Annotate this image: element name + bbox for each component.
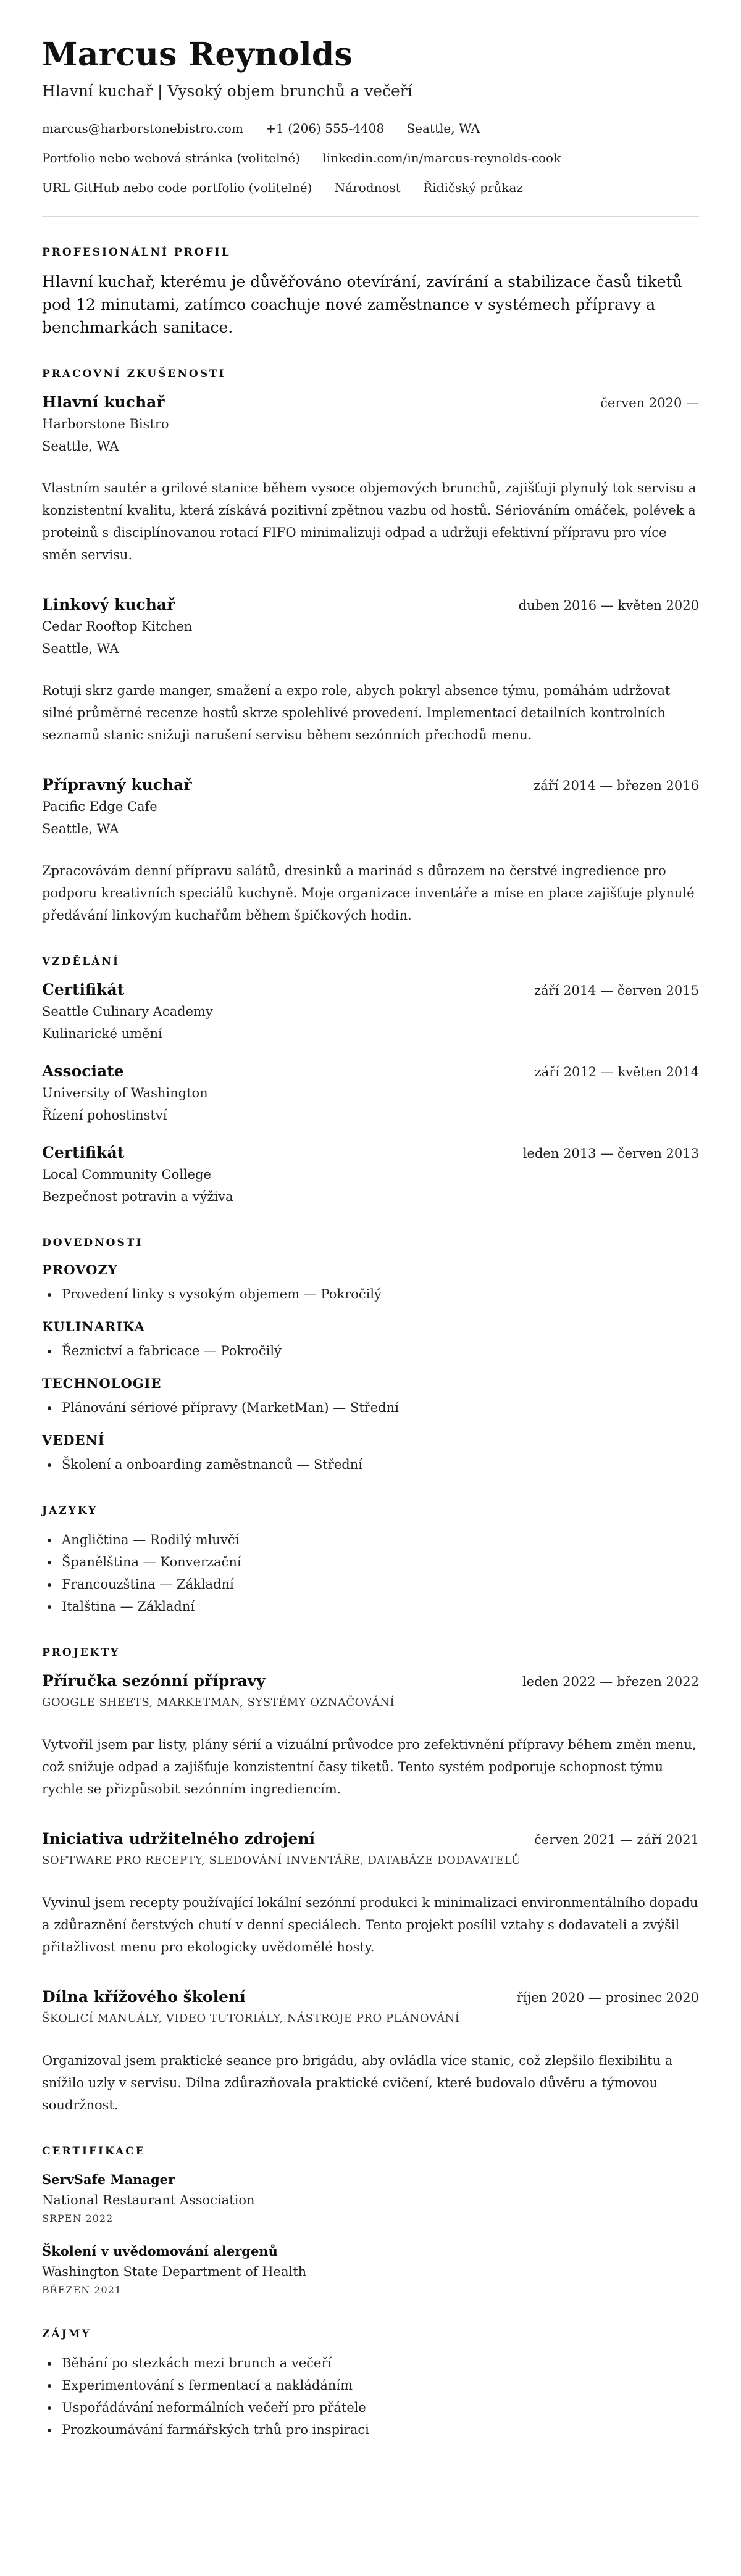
certification-title: Školení v uvědomování alergenů xyxy=(42,2243,278,2259)
education-date: září 2012 — květen 2014 xyxy=(534,1065,699,1079)
job-description: Rotuji skrz garde manger, smažení a expo role, abych pokryl absence týmu, pomáhám udržovat silné průměrné recenze hostů skrze spolehlivé provedení. Implementací detailních kontrolních seznamů stanic snižuji narušení servisu během sezónních přechodů menu. xyxy=(42,683,671,742)
certification-entry xyxy=(42,2241,699,2299)
education-entry xyxy=(42,1142,699,1208)
skill-item: • Plánování sériové přípravy (MarketMan) — Střední xyxy=(59,1397,699,1419)
education-date: září 2014 — červen 2015 xyxy=(534,983,699,998)
job-location: Seattle, WA xyxy=(42,439,119,454)
skills-heading: DOVEDNOSTI xyxy=(42,1237,143,1249)
resume-header xyxy=(42,36,699,196)
skills-section xyxy=(42,1236,699,1476)
job-date: duben 2016 — květen 2020 xyxy=(518,598,699,613)
project-title: Dílna křížového školení xyxy=(42,1988,246,2006)
projects-heading: PROJEKTY xyxy=(42,1647,120,1659)
school: Local Community College xyxy=(42,1167,211,1182)
skill-category: VEDENÍ xyxy=(42,1432,105,1448)
job-date: září 2014 — březen 2016 xyxy=(534,778,699,793)
job-location: Seattle, WA xyxy=(42,821,119,836)
project-entry xyxy=(42,1829,699,1958)
degree: Associate xyxy=(42,1062,124,1080)
language-item: • Italština — Základní xyxy=(59,1595,699,1618)
interest-item: • Běhání po stezkách mezi brunch a večeří xyxy=(59,2352,699,2374)
skill-category: TECHNOLOGIE xyxy=(42,1376,162,1391)
links-row xyxy=(42,149,699,167)
nationality-label: Národnost xyxy=(334,180,401,195)
school: University of Washington xyxy=(42,1086,208,1100)
project-description: Organizoval jsem praktické seance pro brigádu, aby ovládla více stanic, což zlepšilo flexibilitu a snížilo uzly v servisu. Dílna zdůrazňovala praktické cvičení, které budovalo důvěru a týmovou soudržnost. xyxy=(42,2053,673,2113)
education-heading: VZDĚLÁNÍ xyxy=(42,955,120,968)
job-company: Pacific Edge Cafe xyxy=(42,799,157,814)
certification-title: ServSafe Manager xyxy=(42,2172,175,2187)
language-list xyxy=(42,1529,699,1618)
interest-list xyxy=(42,2352,699,2441)
candidate-name: Marcus Reynolds xyxy=(42,36,353,73)
certification-issuer: National Restaurant Association xyxy=(42,2193,255,2208)
field-of-study: Řízení pohostinství xyxy=(42,1108,167,1123)
header-divider xyxy=(42,216,699,217)
contact-phone: +1 (206) 555-4408 xyxy=(266,121,385,136)
languages-heading: JAZYKY xyxy=(42,1505,98,1517)
projects-section xyxy=(42,1646,699,2116)
skill-list xyxy=(42,1397,699,1419)
certification-entry xyxy=(42,2169,699,2227)
certifications-section xyxy=(42,2145,699,2299)
certification-issuer: Washington State Department of Health xyxy=(42,2264,307,2279)
degree: Certifikát xyxy=(42,981,125,999)
interest-item: • Prozkoumávání farmářských trhů pro inspiraci xyxy=(59,2419,699,2441)
school: Seattle Culinary Academy xyxy=(42,1004,213,1019)
language-item: • Angličtina — Rodilý mluvčí xyxy=(59,1529,699,1551)
extra-info-row xyxy=(42,179,699,196)
experience-section xyxy=(42,367,699,926)
project-date: červen 2021 — září 2021 xyxy=(534,1832,699,1847)
experience-heading: PRACOVNÍ ZKUŠENOSTI xyxy=(42,368,226,380)
profile-section xyxy=(42,246,699,339)
job-title: Linkový kuchař xyxy=(42,596,175,613)
education-date: leden 2013 — červen 2013 xyxy=(522,1146,699,1161)
job-company: Cedar Rooftop Kitchen xyxy=(42,619,193,634)
project-date: říjen 2020 — prosinec 2020 xyxy=(516,1990,699,2005)
project-entry xyxy=(42,1987,699,2116)
interests-section xyxy=(42,2327,699,2441)
profile-text: Hlavní kuchař, kterému je důvěřováno otevírání, zavírání a stabilizace časů tiketů pod 12 minutami, zatímco coachuje nové zaměstnance v systémech přípravy a benchmarkách sanitace. xyxy=(42,273,682,336)
profile-heading: PROFESIONÁLNÍ PROFIL xyxy=(42,246,231,259)
skill-category: PROVOZY xyxy=(42,1262,118,1278)
project-tech: GOOGLE SHEETS, MARKETMAN, SYSTÉMY OZNAČOVÁNÍ xyxy=(42,1696,395,1709)
certifications-heading: CERTIFIKACE xyxy=(42,2145,146,2158)
project-title: Příručka sezónní přípravy xyxy=(42,1672,266,1690)
field-of-study: Bezpečnost potravin a výživa xyxy=(42,1189,233,1204)
interest-item: • Uspořádávání neformálních večeří pro přátele xyxy=(59,2396,699,2419)
experience-entry xyxy=(42,392,699,566)
certification-date: SRPEN 2022 xyxy=(42,2212,114,2224)
job-location: Seattle, WA xyxy=(42,641,119,656)
job-company: Harborstone Bistro xyxy=(42,417,169,431)
skill-list xyxy=(42,1453,699,1476)
degree: Certifikát xyxy=(42,1144,125,1161)
candidate-title: Hlavní kuchař | Vysoký objem brunchů a večeří xyxy=(42,82,412,100)
education-entry xyxy=(42,1061,699,1126)
linkedin-link[interactable]: linkedin.com/in/marcus-reynolds-cook xyxy=(322,151,561,165)
language-item: • Španělština — Konverzační xyxy=(59,1551,699,1573)
skill-item: • Provedení linky s vysokým objemem — Pokročilý xyxy=(59,1283,699,1305)
project-description: Vyvinul jsem recepty používající lokální sezónní produkci k minimalizaci environmentálního dopadu a zdůraznění čerstvých chutí v denní speciálech. Tento projekt posílil vztahy s dodavateli a zvýšil přitažlivost menu pro ekologicky uvědomělé hosty. xyxy=(42,1895,698,1955)
languages-section xyxy=(42,1504,699,1618)
education-entry xyxy=(42,979,699,1045)
job-title: Přípravný kuchař xyxy=(42,776,192,794)
certification-date: BŘEZEN 2021 xyxy=(42,2284,122,2296)
interests-heading: ZÁJMY xyxy=(42,2328,91,2340)
job-description: Zpracovávám denní přípravu salátů, dresinků a marinád s důrazem na čerstvé ingredience pro podporu kreativních speciálů kuchyně. Moje organizace inventáře a mise en place zajišťuje plynulé předávání linkovým kuchařům během špičkových hodin. xyxy=(42,863,695,923)
skill-item: • Školení a onboarding zaměstnanců — Střední xyxy=(59,1453,699,1476)
license-label: Řidičský průkaz xyxy=(423,180,523,195)
project-date: leden 2022 — březen 2022 xyxy=(522,1674,699,1689)
project-title: Iniciativa udržitelného zdrojení xyxy=(42,1830,316,1848)
project-tech: SOFTWARE PRO RECEPTY, SLEDOVÁNÍ INVENTÁŘE, DATABÁZE DODAVATELŮ xyxy=(42,1854,521,1867)
experience-entry xyxy=(42,594,699,746)
project-entry xyxy=(42,1671,699,1800)
job-description: Vlastním sautér a grilové stanice během vysoce objemových brunchů, zajišťuji plynulý tok servisu a konzistentní kvalitu, která získává pozitivní zpětnou vazbu od hostů. Sériováním omáček, polévek a proteinů s disciplínovanou rotací FIFO minimalizuji odpad a udržuji efektivní přípravu pro více směn servisu. xyxy=(42,481,697,562)
job-date: červen 2020 — xyxy=(600,396,699,410)
skill-category: KULINARIKA xyxy=(42,1319,145,1334)
language-item: • Francouzština — Základní xyxy=(59,1573,699,1595)
project-tech: ŠKOLICÍ MANUÁLY, VIDEO TUTORIÁLY, NÁSTROJE PRO PLÁNOVÁNÍ xyxy=(42,2012,460,2025)
experience-entry xyxy=(42,775,699,926)
contact-location: Seattle, WA xyxy=(406,121,480,136)
project-description: Vytvořil jsem par listy, plány sérií a vizuální průvodce pro zefektivnění přípravy během změn menu, což snižuje odpad a zajišťuje konzistentní časy tiketů. Tento systém podporuje schopnost týmu rychle se přizpůsobit sezónním ingrediencím. xyxy=(42,1737,697,1797)
contact-email: marcus@harborstonebistro.com xyxy=(42,121,243,136)
job-title: Hlavní kuchař xyxy=(42,393,165,411)
github-label: URL GitHub nebo code portfolio (volitelné) xyxy=(42,180,312,195)
skill-list xyxy=(42,1340,699,1362)
skill-item: • Řeznictví a fabricace — Pokročilý xyxy=(59,1340,699,1362)
interest-item: • Experimentování s fermentací a nakládáním xyxy=(59,2374,699,2396)
portfolio-label: Portfolio nebo webová stránka (volitelné) xyxy=(42,151,301,165)
skill-list xyxy=(42,1283,699,1305)
contact-row xyxy=(42,120,699,137)
field-of-study: Kulinarické umění xyxy=(42,1026,162,1041)
education-section xyxy=(42,955,699,1208)
